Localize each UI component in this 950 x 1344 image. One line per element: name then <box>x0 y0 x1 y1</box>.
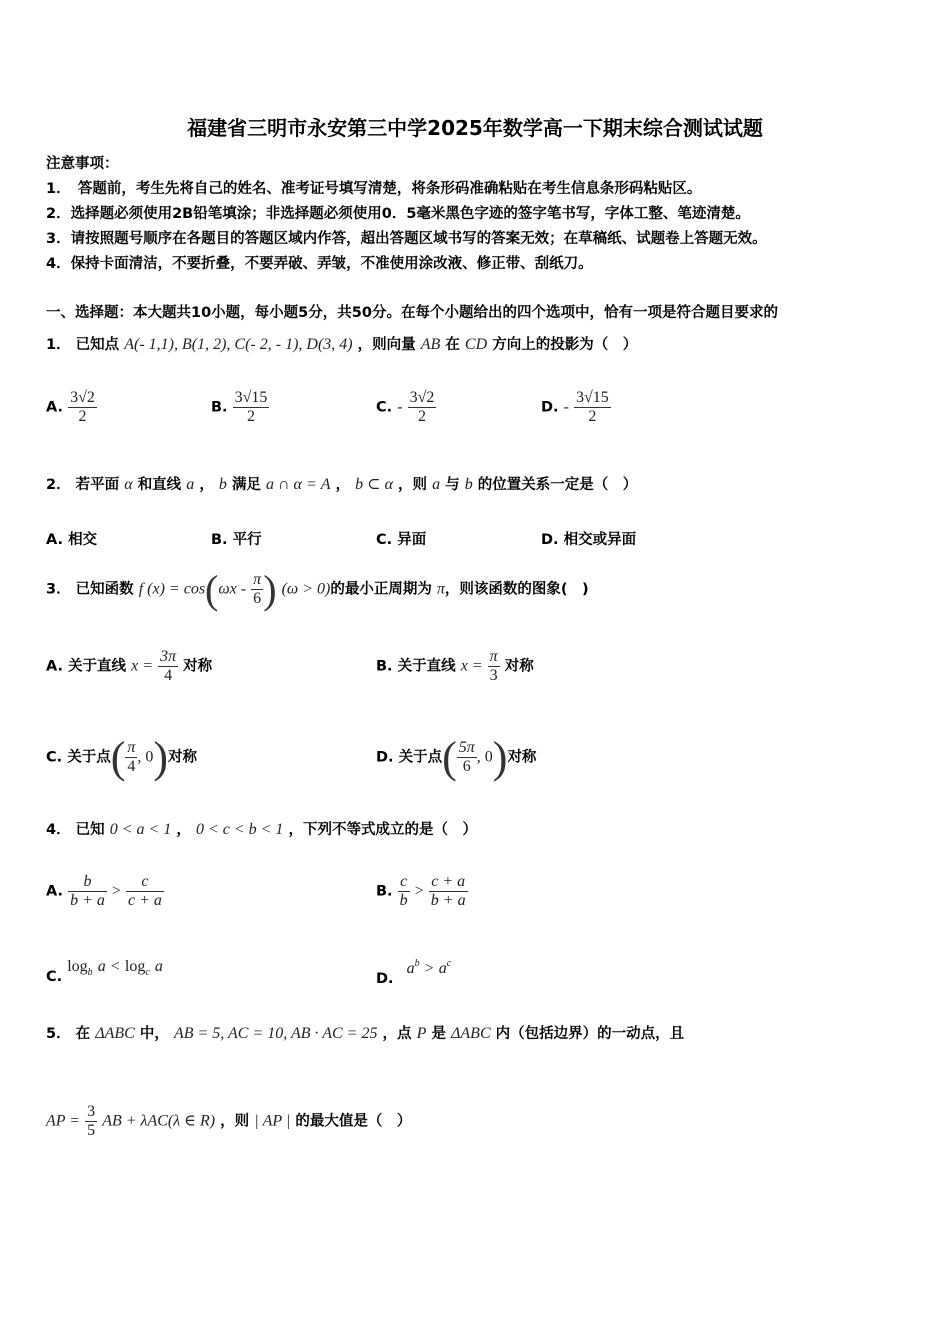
question-5 <box>46 1022 684 1043</box>
notice-item: 1． 答题前，考生先将自己的姓名、准考证号填写清楚，将条形码准确粘贴在考生信息条形码粘贴区。 <box>46 181 702 197</box>
fraction-numerator: 5π <box>458 739 475 756</box>
condition-math: 0 < a < 1 <box>109 821 172 838</box>
fraction-denominator: 2 <box>588 408 597 425</box>
log-function: log <box>67 958 88 975</box>
log-function: log <box>124 958 146 975</box>
option-label: A. <box>46 658 63 675</box>
option-fraction <box>408 389 437 426</box>
question-text: 在 <box>445 337 460 353</box>
question-text: ， <box>335 477 351 493</box>
fraction-denominator: b + a <box>430 892 466 909</box>
option-text: 对称 <box>504 658 534 675</box>
option-c[interactable] <box>46 958 163 985</box>
option-label: B. <box>211 532 228 548</box>
option-math: x = <box>460 657 483 675</box>
fraction-denominator: 4 <box>164 667 173 684</box>
question-number: 5． <box>46 1026 71 1042</box>
right-paren: ) <box>492 733 508 782</box>
option-label: A. <box>46 399 63 416</box>
point-tail: , 0 <box>137 748 154 766</box>
question-text: ，则 <box>220 1113 250 1130</box>
line-symbol: a <box>432 476 441 493</box>
question-text: ， <box>199 477 214 493</box>
fraction-numerator: b <box>68 873 107 892</box>
point-symbol: P <box>416 1025 427 1042</box>
condition-math: (ω > 0) <box>281 580 331 598</box>
fraction-denominator: b + a <box>70 892 105 909</box>
option-label: C. <box>46 969 63 985</box>
option-label: D. <box>541 532 559 548</box>
notice-heading: 注意事项： <box>46 156 119 172</box>
option-fraction <box>574 389 611 426</box>
option-sign: - <box>397 398 403 416</box>
fraction-numerator: 3√15 <box>576 389 609 406</box>
function-math: ωx - <box>218 580 247 598</box>
power-exponent: c <box>446 958 452 969</box>
fraction <box>429 873 468 910</box>
condition-math: 0 < c < b < 1 <box>195 821 284 838</box>
option-text: 相交或异面 <box>563 532 637 548</box>
question-text: 内（包括边界）的一动点，且 <box>495 1026 685 1042</box>
magnitude-math: | AP | <box>254 1112 291 1130</box>
question-text: ，则该函数的图象( ) <box>444 581 589 598</box>
fraction <box>68 873 107 910</box>
fraction-denominator: 2 <box>418 408 426 425</box>
question-text: ，则向量 <box>357 337 416 353</box>
power-exponent: b <box>414 958 420 969</box>
point-tail: , 0 <box>476 748 493 766</box>
log-argument: a <box>97 958 106 975</box>
function-math: f (x) = cos <box>138 580 206 598</box>
left-paren: ( <box>205 567 219 612</box>
notice-item: 3．请按照题号顺序在各题目的答题区域内作答，超出答题区域书写的答案无效；在草稿纸、试题卷上答题无效。 <box>46 231 767 247</box>
operator: > <box>414 882 424 900</box>
exam-title: 福建省三明市永安第三中学2025年数学高一下期末综合测试试题 <box>187 116 763 140</box>
log-argument: a <box>154 958 163 975</box>
option-a[interactable] <box>46 389 97 426</box>
vector-equation: AB + λAC(λ ∈ R) <box>102 1112 216 1130</box>
triangle-math: ΔABC <box>451 1025 491 1042</box>
fraction-numerator: 3√15 <box>234 389 268 406</box>
question-text: 中， <box>139 1026 169 1042</box>
option-c[interactable] <box>376 389 436 426</box>
fraction-denominator: 6 <box>253 590 262 607</box>
option-a[interactable] <box>46 528 97 549</box>
fraction <box>398 873 410 910</box>
option-label: A. <box>46 883 63 900</box>
question-number: 3． <box>46 581 71 598</box>
operator: > <box>111 882 121 900</box>
option-d[interactable] <box>541 389 611 426</box>
fraction-denominator: 4 <box>127 758 136 775</box>
option-label: D. <box>376 971 394 987</box>
fraction-denominator: 2 <box>78 408 87 425</box>
question-text: 若平面 <box>75 477 120 493</box>
vector-math: CD <box>464 336 488 353</box>
option-label: C. <box>376 399 393 416</box>
question-text: 已知点 <box>75 337 120 353</box>
fraction-numerator: π <box>253 571 262 588</box>
question-text: 在 <box>75 1026 91 1042</box>
right-paren: ) <box>263 567 277 612</box>
fraction-denominator: 2 <box>247 408 256 425</box>
plane-symbol: α <box>124 476 133 493</box>
fraction-denominator: 5 <box>87 1122 96 1139</box>
left-paren: ( <box>442 733 457 782</box>
question-5-continued <box>46 1103 411 1140</box>
left-paren: ( <box>110 733 126 782</box>
option-label: B. <box>376 883 393 900</box>
option-text: 关于直线 <box>397 658 456 675</box>
triangle-math: ΔABC <box>95 1025 135 1042</box>
question-text: 和直线 <box>137 477 182 493</box>
line-symbol: b <box>218 476 227 493</box>
question-3 <box>46 566 589 613</box>
question-text: 是 <box>431 1026 446 1042</box>
fraction-numerator: 3√2 <box>70 389 95 406</box>
option-fraction <box>233 389 270 426</box>
log-base: c <box>145 967 150 978</box>
question-text: ，下列不等式成立的是（ ） <box>288 822 477 838</box>
line-symbol: a <box>186 476 195 493</box>
option-label: A. <box>46 532 63 548</box>
option-text: 关于点 <box>67 749 111 766</box>
option-label: B. <box>376 658 393 675</box>
option-b[interactable] <box>211 528 262 549</box>
fraction-denominator: 6 <box>462 758 471 775</box>
fraction-numerator: c <box>398 873 410 892</box>
option-c[interactable] <box>46 732 197 783</box>
fraction-numerator: 3π <box>160 648 177 665</box>
question-text: ，点 <box>382 1026 412 1042</box>
operator: < <box>110 958 120 975</box>
fraction <box>488 648 500 685</box>
fraction-denominator: 3 <box>489 667 498 684</box>
fraction <box>457 739 477 776</box>
question-text: 的位置关系一定是（ ） <box>477 477 638 493</box>
option-fraction <box>68 389 97 426</box>
condition-math: AB = 5, AC = 10, AB · AC = 25 <box>173 1025 378 1042</box>
condition-math: a ∩ α = A <box>266 476 331 493</box>
condition-math: b ⊂ α <box>355 476 393 493</box>
vector-math: AB <box>420 336 441 353</box>
option-text: 关于点 <box>398 749 443 766</box>
option-d[interactable] <box>376 732 536 783</box>
option-label: C. <box>46 749 63 766</box>
fraction-numerator: c <box>126 873 164 892</box>
power-base: a <box>406 960 415 977</box>
question-text: 已知函数 <box>75 581 134 598</box>
option-text: 关于直线 <box>68 658 127 675</box>
option-text: 对称 <box>507 749 537 766</box>
fraction-denominator: c + a <box>128 892 162 909</box>
fraction-denominator: b <box>399 892 408 909</box>
fraction-numerator: π <box>489 648 498 665</box>
option-b[interactable] <box>376 873 468 910</box>
option-math: x = <box>131 657 154 675</box>
question-text: ， <box>176 822 191 838</box>
question-number: 1． <box>46 337 71 353</box>
period-math: π <box>436 580 445 598</box>
notice-item: 2．选择题必须使用2B铅笔填涂；非选择题必须使用0．5毫米黑色字迹的签字笔书写，字体工整、笔迹清楚。 <box>46 206 750 222</box>
question-text: 已知 <box>75 822 105 838</box>
question-2 <box>46 473 637 494</box>
question-text: 与 <box>445 477 460 493</box>
question-number: 2． <box>46 477 71 493</box>
question-text: 满足 <box>231 477 261 493</box>
option-label: D. <box>376 749 394 766</box>
log-base: b <box>87 967 93 978</box>
option-text: 对称 <box>168 749 198 766</box>
question-text: ，则 <box>398 477 428 493</box>
option-text: 平行 <box>232 532 262 548</box>
option-c[interactable] <box>376 528 426 549</box>
question-text: 的最小正周期为 <box>330 581 432 598</box>
fraction-numerator: 3√2 <box>409 389 435 406</box>
fraction <box>125 739 137 776</box>
option-text: 相交 <box>68 532 98 548</box>
question-number: 4． <box>46 822 71 838</box>
fraction <box>85 1103 97 1140</box>
right-paren: ) <box>153 733 169 782</box>
option-text: 异面 <box>397 532 427 548</box>
fraction-numerator: 3 <box>87 1103 96 1120</box>
notice-item: 4．保持卡面清洁，不要折叠，不要弄破、弄皱，不准使用涂改液、修正带、刮纸刀。 <box>46 256 593 272</box>
question-text: 方向上的投影为（ ） <box>492 337 638 353</box>
question-text: 的最大值是（ ） <box>295 1113 412 1130</box>
operator: > <box>424 960 434 977</box>
section-heading: 一、选择题：本大题共10小题，每小题5分，共50分。在每个小题给出的四个选项中，恰有一项是符合题目要求的 <box>46 305 778 321</box>
option-label: C. <box>376 532 393 548</box>
option-text: 对称 <box>183 658 213 675</box>
fraction-numerator: c + a <box>429 873 468 892</box>
option-a[interactable] <box>46 873 164 910</box>
fraction-numerator: π <box>127 739 136 756</box>
option-d[interactable] <box>541 528 636 549</box>
option-sign: - <box>563 398 569 416</box>
option-label: B. <box>211 399 228 416</box>
question-1 <box>46 333 637 354</box>
fraction <box>158 648 178 685</box>
power-base: a <box>438 960 447 977</box>
option-b[interactable] <box>376 648 534 685</box>
question-4 <box>46 818 477 839</box>
option-a[interactable] <box>46 648 212 685</box>
line-symbol: b <box>464 476 473 493</box>
option-label: D. <box>541 399 559 416</box>
option-d[interactable] <box>376 958 452 987</box>
option-b[interactable] <box>211 389 269 426</box>
fraction <box>251 571 263 608</box>
fraction <box>126 873 164 910</box>
vector-equation: AP = <box>46 1112 81 1130</box>
points-math: A(- 1,1), B(1, 2), C(- 2, - 1), D(3, 4) <box>124 336 353 353</box>
